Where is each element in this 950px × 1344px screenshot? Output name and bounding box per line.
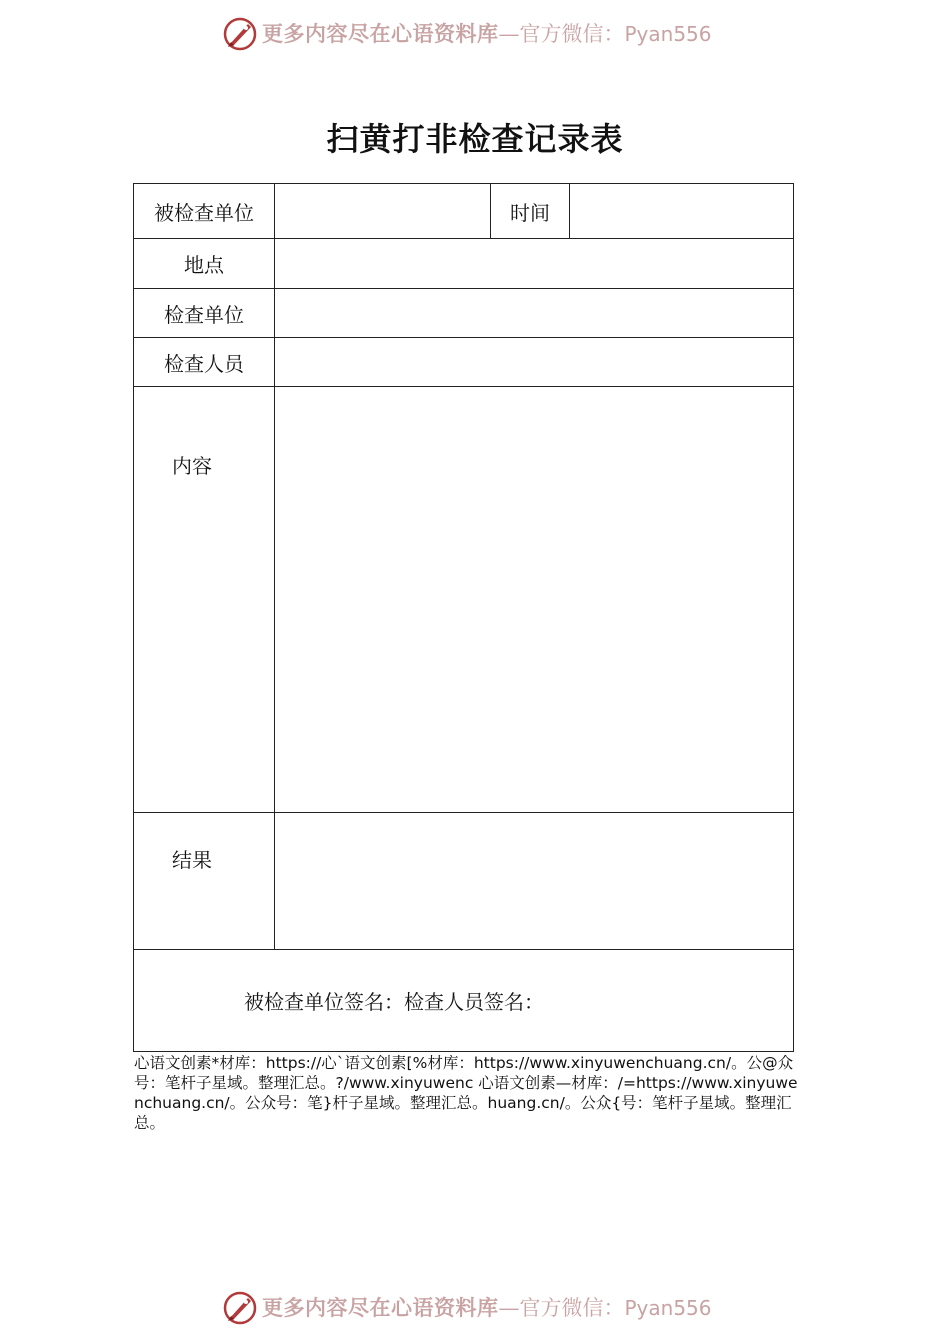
watermark-handle: Pyan556 [624,22,712,46]
inspection-record-table [133,183,794,1052]
watermark-handle: Pyan556 [624,1296,712,1320]
location-field[interactable] [275,239,794,289]
result-field[interactable] [275,813,794,950]
time-label: 时间 [491,184,570,239]
time-field[interactable] [570,184,794,239]
watermark-wechat-label: 官方微信： [519,1296,625,1320]
watermark-banner-bottom [0,1288,950,1328]
inspectors-field[interactable] [275,338,794,387]
watermark-dash: — [498,1296,520,1320]
watermark-banner-top [0,14,950,54]
watermark-promo-text: 更多内容尽在心语资料库 [262,1295,499,1320]
watermark-promo-text: 更多内容尽在心语资料库 [262,21,499,46]
table-row [134,184,794,239]
watermark-dash: — [498,22,520,46]
footer-note: 心语文创素*材库：https://心`语文创素[%材库：https://www.xinyuwenchuang.cn/。公@众号：笔杆子星域。整理汇总。?/www.xinyuwenc 心语文创素—材库：/=https://www.xinyuwenchuang.cn/。公众号：笔}杆子星域。整理汇总。huang.cn/。公众{号：笔杆子星域。整理汇总。 [134,1054,798,1132]
table-row [134,289,794,338]
table-row [134,338,794,387]
page-title: 扫黄打非检查记录表 [326,120,624,158]
table-row [134,813,794,950]
content-label: 内容 [134,387,275,813]
content-field[interactable] [275,387,794,813]
inspected-unit-label: 被检查单位 [134,184,275,239]
inspecting-unit-label: 检查单位 [134,289,275,338]
quill-pen-seal-icon [222,1290,258,1326]
inspectors-label: 检查人员 [134,338,275,387]
inspecting-unit-field[interactable] [275,289,794,338]
table-row [134,950,794,1052]
result-label: 结果 [134,813,275,950]
inspected-unit-field[interactable] [275,184,491,239]
signature-line: 被检查单位签名：检查人员签名： [134,950,794,1052]
watermark-wechat-label: 官方微信： [519,22,625,46]
table-row [134,387,794,813]
quill-pen-seal-icon [222,16,258,52]
location-label: 地点 [134,239,275,289]
table-row [134,239,794,289]
